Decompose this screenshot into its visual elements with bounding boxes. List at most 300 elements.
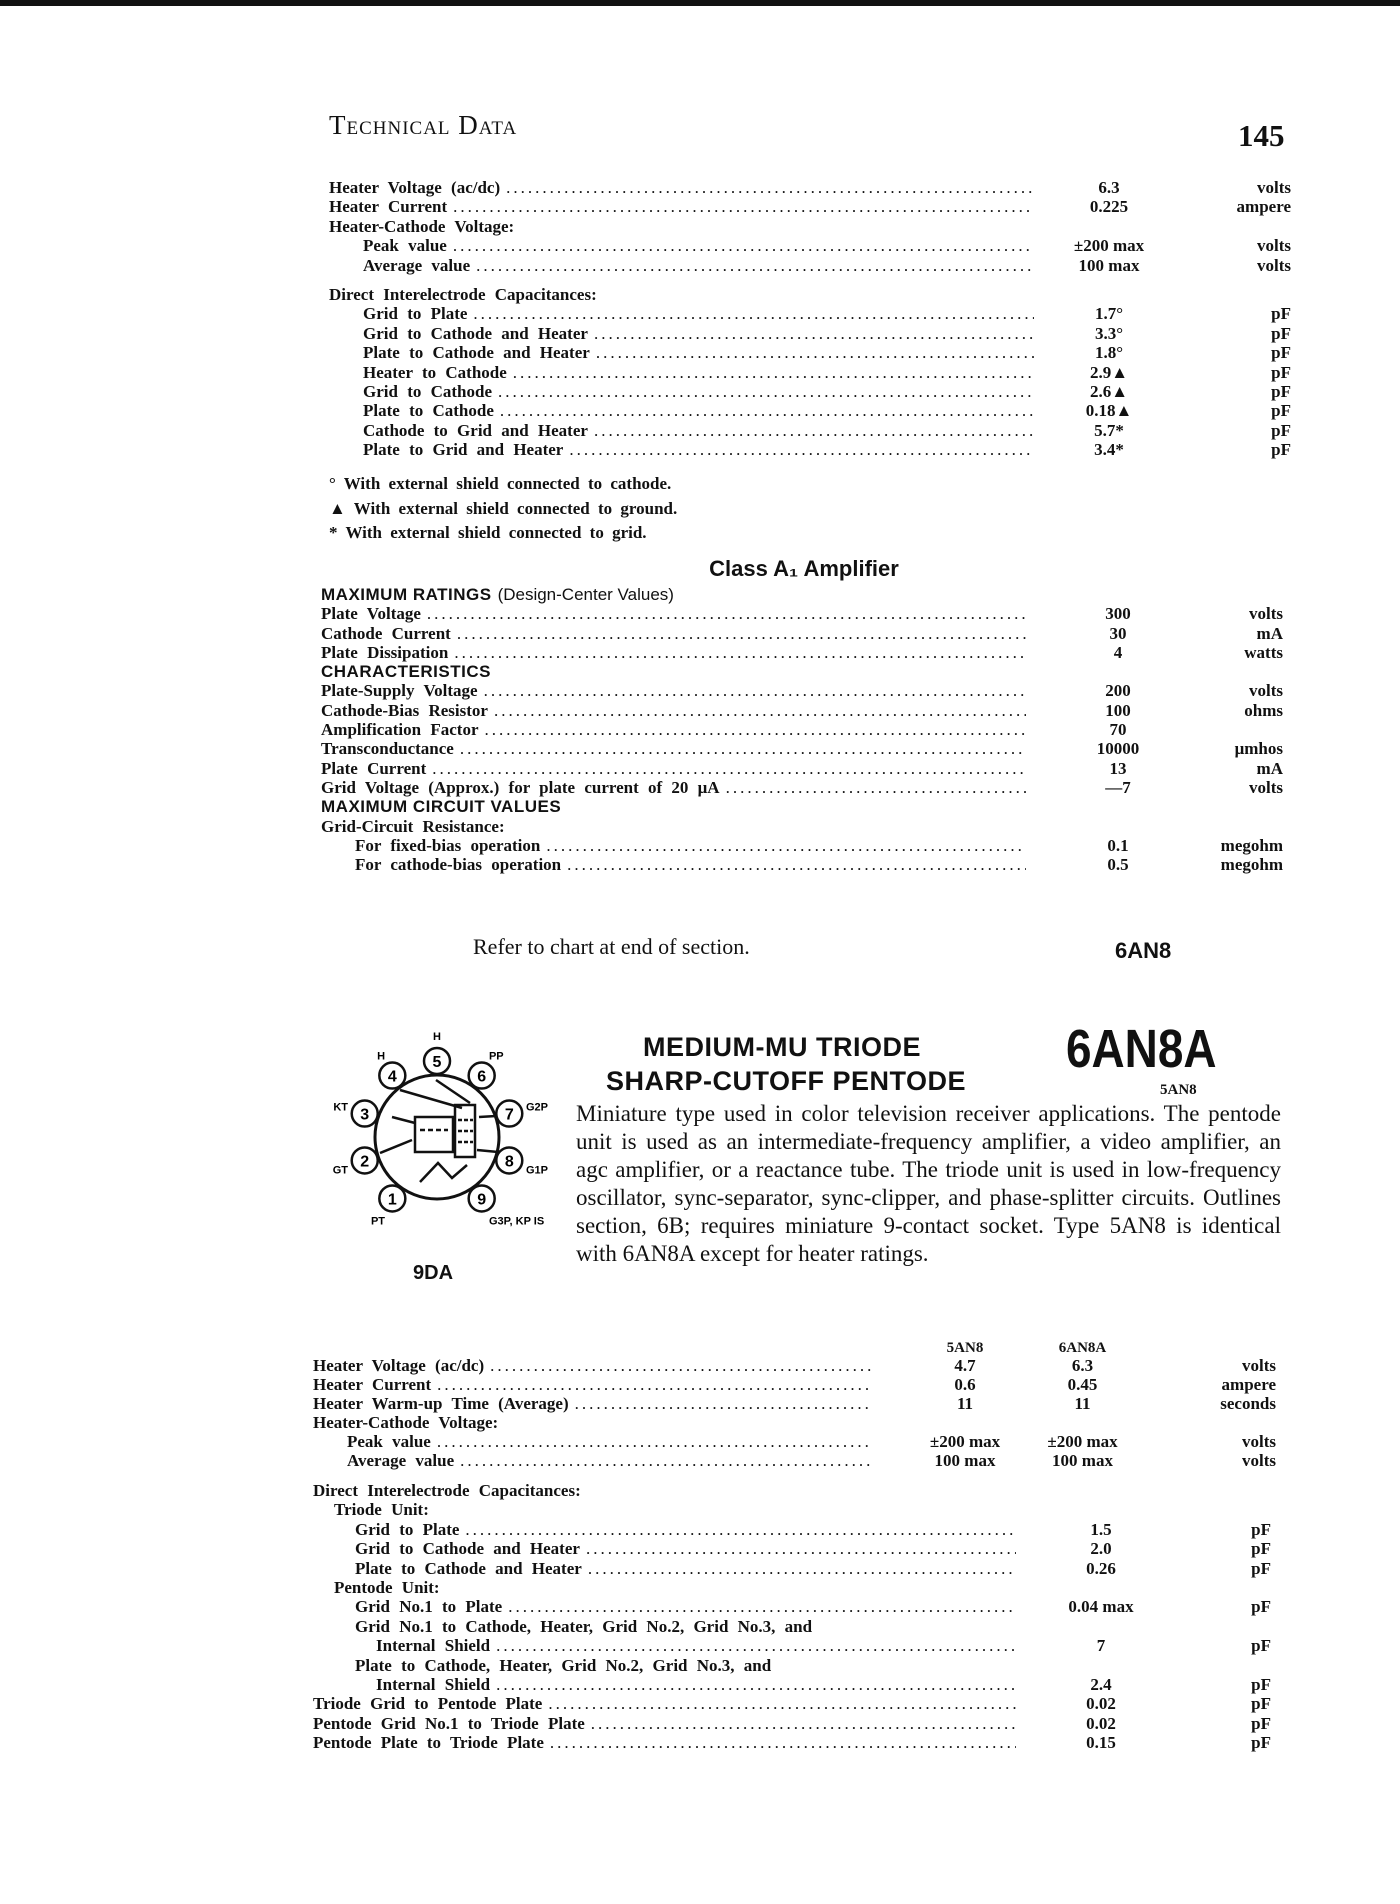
spec-label-cell [321, 855, 1026, 874]
spec-value: 0.5 [1107, 855, 1129, 875]
spec-unit: volts [1257, 178, 1291, 197]
spec-row [329, 440, 1291, 459]
spec-row [321, 759, 1283, 778]
spec-label: Plate to Cathode and Heater [355, 1558, 582, 1578]
leader-dots [569, 440, 1034, 459]
spec-unit: ampere [1236, 197, 1291, 217]
spec-label: Average value [347, 1451, 455, 1470]
spec-label-cell [313, 1675, 1016, 1694]
spec-unit: ampere [1221, 1375, 1276, 1394]
spec-unit: pF [1271, 440, 1291, 460]
spec-value: 300 [1105, 604, 1131, 624]
spec-label: Triode Grid to Pentode Plate [313, 1694, 543, 1714]
leader-dots [594, 421, 1034, 440]
pin-number: 9 [477, 1191, 487, 1209]
spec-label: Grid to Plate [355, 1519, 460, 1539]
spec-value: 2.9▲ [1089, 362, 1129, 382]
spec-row [321, 778, 1283, 797]
spec-row [329, 256, 1291, 275]
leader-dots [567, 855, 1026, 874]
spec-label-cell [329, 343, 1034, 362]
spec-label: Pentode Grid No.1 to Triode Plate [313, 1713, 585, 1733]
spec-label-cell [329, 363, 1034, 382]
spec-unit: pF [1251, 1539, 1271, 1559]
spec-value: 0.1 [1107, 835, 1129, 855]
spec-unit: pF [1251, 1558, 1271, 1578]
spec-row [313, 1694, 1271, 1713]
basing-code: 9DA [413, 1262, 454, 1284]
column-header-5an8: 5AN8 [946, 1340, 984, 1356]
spec-label-cell [313, 1694, 1016, 1713]
spec-unit: ohms [1244, 700, 1283, 720]
spec-row [313, 1714, 1271, 1733]
spec-label-cell [329, 440, 1034, 459]
spec-label: Direct Interelectrode Capacitances: [313, 1481, 581, 1500]
spec-label-cell [321, 604, 1026, 623]
leader-dots [494, 701, 1026, 720]
spec-row [313, 1559, 1271, 1578]
spec-value: 70 [1109, 720, 1127, 740]
class-a-title: Class A₁ Amplifier [709, 556, 899, 581]
electrode-structure-icon [380, 1080, 514, 1182]
spec-row [321, 739, 1283, 758]
spec-unit: volts [1257, 236, 1291, 256]
spec-label-cell [313, 1656, 1016, 1675]
spec-row [313, 1413, 1276, 1432]
spec-label-cell [313, 1432, 873, 1451]
leader-dots [465, 1520, 1016, 1539]
spec-label-cell [313, 1597, 1016, 1616]
heading-text: MAXIMUM CIRCUIT VALUES [321, 797, 562, 817]
pin-number: 7 [504, 1106, 514, 1124]
spec-row [321, 604, 1283, 623]
heater-ratings-table [313, 1356, 1276, 1470]
spec-label: Heater Current [329, 197, 448, 217]
spec-label-cell [313, 1636, 1016, 1655]
spec-label-cell [321, 701, 1026, 720]
spec-label: Plate to Cathode [363, 401, 494, 421]
spec-label-cell [313, 1539, 1016, 1558]
spec-row [313, 1375, 1276, 1394]
socket-basing-diagram [313, 1010, 573, 1260]
spec-label: Heater Warm-up Time (Average) [313, 1394, 569, 1413]
spec-label-cell [313, 1500, 1016, 1519]
spec-unit: seconds [1220, 1394, 1276, 1413]
spec-value: 100 max [1078, 255, 1140, 275]
leader-dots [437, 1375, 873, 1394]
spec-label: Peak value [363, 236, 447, 256]
pin-number: 6 [477, 1068, 487, 1086]
spec-unit: pF [1271, 323, 1291, 343]
spec-row [329, 178, 1291, 197]
spec-label-cell [329, 197, 1034, 216]
section-heading [321, 585, 1283, 604]
spec-label-cell [313, 1375, 873, 1394]
leader-dots [484, 681, 1026, 700]
leader-dots [726, 778, 1026, 797]
spec-row [329, 304, 1291, 323]
leader-dots [473, 304, 1034, 323]
leader-dots [432, 759, 1026, 778]
spec-row [329, 382, 1291, 401]
spec-label: Plate to Grid and Heater [363, 440, 564, 460]
spec-row [321, 701, 1283, 720]
spec-label-cell [313, 1578, 1016, 1597]
spec-row [321, 681, 1283, 700]
spec-unit: pF [1251, 1636, 1271, 1656]
leader-dots [548, 1694, 1016, 1713]
spec-label-cell [329, 285, 1034, 304]
spec-value: 11 [1074, 1394, 1091, 1413]
spec-label: Amplification Factor [321, 720, 479, 740]
spec-unit: megohm [1220, 835, 1283, 855]
spec-label: Grid-Circuit Resistance: [321, 816, 505, 836]
spec-label-cell [329, 236, 1034, 255]
spec-value: 30 [1109, 623, 1127, 643]
spec-label-cell [313, 1733, 1016, 1752]
spec-value: 0.18▲ [1085, 401, 1133, 421]
spec-label-cell [313, 1356, 873, 1375]
spec-label-cell [313, 1714, 1016, 1733]
spec-row [329, 197, 1291, 216]
spec-value: 3.3° [1094, 323, 1124, 343]
spec-label-cell [329, 256, 1034, 275]
leader-dots [575, 1394, 873, 1413]
spec-unit: pF [1251, 1733, 1271, 1753]
heater-capacitance-table [329, 178, 1291, 460]
leader-dots [476, 256, 1034, 275]
spec-row [313, 1636, 1271, 1655]
spec-value: 0.02 [1086, 1694, 1116, 1714]
spec-label: Plate to Cathode, Heater, Grid No.2, Grid No.3, and [355, 1655, 772, 1675]
spec-row [321, 720, 1283, 739]
spec-unit: watts [1244, 642, 1283, 662]
pin-label: PT [370, 1215, 386, 1228]
refer-chart-note: Refer to chart at end of section. [473, 934, 750, 959]
spec-label-cell [321, 817, 1026, 836]
leader-dots [454, 643, 1026, 662]
spec-row [321, 624, 1283, 643]
spec-label: Heater to Cathode [363, 362, 507, 382]
pin-label: H [433, 1031, 441, 1043]
leader-dots [513, 363, 1034, 382]
spec-value: 100 [1105, 700, 1131, 720]
pin-number: 5 [432, 1054, 442, 1071]
footnote-ground: ▲ With external shield connected to ground. [329, 498, 678, 518]
spec-value: 4 [1113, 642, 1123, 662]
spec-label: Heater Current [313, 1375, 432, 1394]
tube-title-pentode: SHARP-CUTOFF PENTODE [606, 1066, 967, 1096]
spec-label: Transconductance [321, 739, 454, 759]
spec-label: Plate Dissipation [321, 642, 449, 662]
spec-value: 6.3 [1071, 1356, 1094, 1375]
pin-number: 1 [387, 1191, 397, 1209]
spec-label: Heater Voltage (ac/dc) [329, 178, 501, 197]
spec-label-cell [313, 1617, 1016, 1636]
spec-row [313, 1500, 1271, 1519]
spec-label-cell [313, 1481, 1016, 1500]
leader-dots [490, 1356, 873, 1375]
pin-number: 8 [504, 1153, 514, 1171]
spec-label-cell [329, 401, 1034, 420]
spec-row [313, 1356, 1276, 1375]
spec-label-cell [321, 720, 1026, 739]
page-number: 145 [1238, 118, 1285, 153]
spec-value: 3.4* [1094, 440, 1124, 460]
spec-value: 2.0 [1090, 1539, 1112, 1559]
spec-label: Cathode to Grid and Heater [363, 420, 588, 440]
spacer [329, 275, 1291, 285]
spec-label: Grid to Cathode [363, 382, 492, 402]
spec-unit: pF [1251, 1694, 1271, 1714]
spec-value: 2.4 [1090, 1675, 1112, 1695]
pin-label: GT [332, 1164, 348, 1177]
leader-dots [506, 178, 1034, 197]
capacitance-table [313, 1481, 1271, 1753]
pin-label: G2P [526, 1101, 549, 1114]
class-a-amplifier-table [321, 585, 1283, 874]
leader-dots [437, 1432, 873, 1451]
spec-label: Peak value [347, 1432, 431, 1451]
footnote-grid: * With external shield connected to grid. [329, 523, 647, 542]
tube-description: Miniature type used in color television receiver applications. The pentode unit is used as an intermediate-frequency amplifier, a video amplifier, an agc amplifier, or a reactance tube. The triode unit is used in low-frequency oscillator, sync-separator, sync-clipper, and phase-splitter circuits. Outlines section, 6B; requires miniature 9-contact socket. Type 5AN8 is identical with 6AN8A except for heater ratings. [576, 1101, 1281, 1266]
tube-title-triode: MEDIUM-MU TRIODE [643, 1032, 921, 1062]
spec-label: Direct Interelectrode Capacitances: [329, 285, 597, 305]
spec-label-cell [321, 739, 1026, 758]
spec-row [313, 1733, 1271, 1752]
spec-label-cell [321, 759, 1026, 778]
spec-unit: volts [1249, 777, 1283, 797]
spec-row [321, 817, 1283, 836]
spec-unit: pF [1271, 420, 1291, 440]
spec-label: Grid No.1 to Plate [355, 1597, 503, 1617]
spec-label: Triode Unit: [334, 1500, 429, 1520]
spec-label: Plate Current [321, 758, 427, 778]
leader-dots [496, 1636, 1016, 1655]
leader-dots [457, 624, 1026, 643]
spec-value: 0.02 [1086, 1713, 1116, 1733]
spec-value: 1.8° [1094, 343, 1124, 363]
spec-label: Plate Voltage [321, 604, 421, 624]
spec-label: Plate to Cathode and Heater [363, 343, 590, 363]
leader-dots [460, 739, 1026, 758]
spec-row [313, 1539, 1271, 1558]
spec-unit: μmhos [1234, 739, 1283, 759]
spec-label: Grid to Cathode and Heater [355, 1539, 580, 1559]
leader-dots [546, 836, 1026, 855]
spec-unit: pF [1251, 1597, 1271, 1617]
spec-label-cell [321, 836, 1026, 855]
spec-row [321, 855, 1283, 874]
spec-label: Internal Shield [376, 1636, 491, 1656]
leader-dots [588, 1559, 1016, 1578]
spec-row [313, 1481, 1271, 1500]
spec-value: 6.3 [1098, 178, 1120, 197]
spec-label-cell [329, 304, 1034, 323]
spec-value: 0.45 [1067, 1375, 1098, 1394]
spec-value: ±200 max [929, 1432, 1001, 1451]
spec-label-cell [321, 778, 1026, 797]
ratings-column-headers [313, 1340, 1276, 1357]
spec-label: Heater Voltage (ac/dc) [313, 1356, 485, 1375]
spec-value: 10000 [1096, 739, 1140, 759]
leader-dots [485, 720, 1027, 739]
leader-dots [427, 604, 1026, 623]
spec-label-cell [321, 624, 1026, 643]
tube-reference: 6AN8 [1115, 938, 1172, 963]
pin-label: PP [488, 1050, 504, 1063]
leader-dots [508, 1597, 1016, 1616]
spec-row [313, 1451, 1276, 1470]
spec-row [329, 421, 1291, 440]
running-header: Technical Data [329, 110, 518, 140]
leader-dots [586, 1539, 1016, 1558]
spec-unit: pF [1251, 1519, 1271, 1539]
spec-label: Pentode Unit: [334, 1578, 440, 1598]
spec-row [313, 1520, 1271, 1539]
spec-label: Internal Shield [376, 1675, 491, 1695]
spec-value: 0.15 [1086, 1733, 1116, 1753]
pin-label: G1P [526, 1164, 549, 1177]
spec-label-cell [329, 382, 1034, 401]
column-header-6an8a: 6AN8A [1058, 1340, 1107, 1356]
leader-dots [498, 382, 1034, 401]
spec-label: Plate-Supply Voltage [321, 681, 478, 701]
spec-value: 200 [1105, 681, 1131, 701]
spec-row [313, 1578, 1271, 1597]
leader-dots [594, 324, 1034, 343]
heading-text: CHARACTERISTICS [321, 662, 491, 682]
spec-label: For fixed-bias operation [355, 835, 541, 855]
spec-label: For cathode-bias operation [355, 855, 562, 875]
spec-row [329, 343, 1291, 362]
spec-label: Average value [363, 255, 471, 275]
spec-row [321, 643, 1283, 662]
spec-unit: volts [1242, 1432, 1276, 1451]
spec-unit: pF [1271, 401, 1291, 421]
spec-label-cell [329, 324, 1034, 343]
leader-dots [460, 1451, 873, 1470]
leader-dots [453, 197, 1034, 216]
spec-value: 0.04 max [1068, 1597, 1134, 1617]
spec-label: Cathode Current [321, 623, 451, 643]
pin-number: 4 [387, 1068, 397, 1086]
spec-row [321, 836, 1283, 855]
spec-unit: volts [1242, 1356, 1276, 1375]
spec-label-cell [313, 1451, 873, 1470]
spec-row [329, 324, 1291, 343]
spec-value: 2.6▲ [1089, 382, 1129, 402]
spec-unit: pF [1251, 1675, 1271, 1695]
spec-unit: pF [1271, 362, 1291, 382]
spec-label: Cathode-Bias Resistor [321, 700, 488, 720]
spec-row [329, 363, 1291, 382]
spec-value: 4.7 [954, 1356, 976, 1375]
tube-type: 6AN8A [1066, 1019, 1217, 1079]
spec-value: ±200 max [1073, 236, 1145, 256]
spec-label: Grid to Cathode and Heater [363, 323, 588, 343]
spec-value: 0.26 [1086, 1558, 1116, 1578]
section-heading [321, 797, 1283, 816]
spec-label-cell [329, 178, 1034, 197]
spec-row [329, 285, 1291, 304]
spec-unit: megohm [1220, 855, 1283, 875]
spec-value: 7 [1096, 1636, 1106, 1656]
tube-envelope [375, 1075, 499, 1199]
spec-row [313, 1597, 1271, 1616]
spec-label-cell [313, 1394, 873, 1413]
spec-row [329, 401, 1291, 420]
spec-row [329, 217, 1291, 236]
spec-row [313, 1394, 1276, 1413]
footnote-cathode: ° With external shield connected to cathode. [329, 474, 672, 493]
alt-tube-type: 5AN8 [1160, 1082, 1197, 1098]
spec-value: ±200 max [1047, 1432, 1118, 1451]
pin-label: KT [333, 1101, 348, 1114]
leader-dots [550, 1733, 1016, 1752]
spec-label-cell [329, 421, 1034, 440]
spec-unit: mA [1256, 623, 1283, 643]
spec-row [313, 1675, 1271, 1694]
leader-dots [453, 236, 1034, 255]
spec-value: —7 [1105, 777, 1131, 797]
spec-label: Grid Voltage (Approx.) for plate current of 20 μA [321, 777, 720, 797]
spec-unit: volts [1242, 1451, 1276, 1470]
leader-dots [496, 1675, 1016, 1694]
spec-label-cell [313, 1413, 873, 1432]
spec-unit: pF [1271, 304, 1291, 324]
spec-value: 100 max [934, 1451, 996, 1470]
spec-label-cell [321, 681, 1026, 700]
spec-label-cell [313, 1559, 1016, 1578]
spec-label: Pentode Plate to Triode Plate [313, 1733, 544, 1753]
pin-label: H [377, 1050, 386, 1063]
spec-value: 1.5 [1090, 1519, 1112, 1539]
spec-label-cell [329, 217, 1034, 236]
spec-label-cell [321, 643, 1026, 662]
footnotes [329, 472, 677, 546]
spec-row [313, 1617, 1271, 1636]
spec-label: Grid to Plate [363, 304, 468, 324]
spec-value: 5.7* [1094, 420, 1124, 440]
spec-value: 100 max [1052, 1451, 1113, 1470]
spec-value: 0.6 [954, 1375, 976, 1394]
spec-unit: volts [1257, 255, 1291, 275]
heading-text: MAXIMUM RATINGS [321, 585, 492, 604]
leader-dots [596, 343, 1034, 362]
spec-value: 11 [956, 1394, 974, 1413]
spec-row [313, 1656, 1271, 1675]
spec-label: Heater-Cathode Voltage: [329, 216, 515, 236]
spec-value: 0.225 [1089, 197, 1129, 217]
spec-value: 13 [1109, 758, 1127, 778]
spec-unit: pF [1271, 343, 1291, 363]
spec-row [313, 1432, 1276, 1451]
spec-unit: pF [1251, 1713, 1271, 1733]
spec-row [329, 236, 1291, 255]
pin-number: 2 [360, 1153, 370, 1171]
page-top-border [0, 0, 1400, 6]
pin-number: 3 [360, 1106, 370, 1124]
spec-value: 1.7° [1094, 304, 1124, 324]
spec-unit: volts [1249, 681, 1283, 701]
spec-label: Heater-Cathode Voltage: [313, 1413, 499, 1432]
spec-label: Grid No.1 to Cathode, Heater, Grid No.2, Grid No.3, and [355, 1616, 813, 1636]
leader-dots [591, 1714, 1016, 1733]
section-heading [321, 662, 1283, 681]
heading-note: (Design-Center Values) [497, 585, 674, 604]
spec-unit: pF [1271, 382, 1291, 402]
